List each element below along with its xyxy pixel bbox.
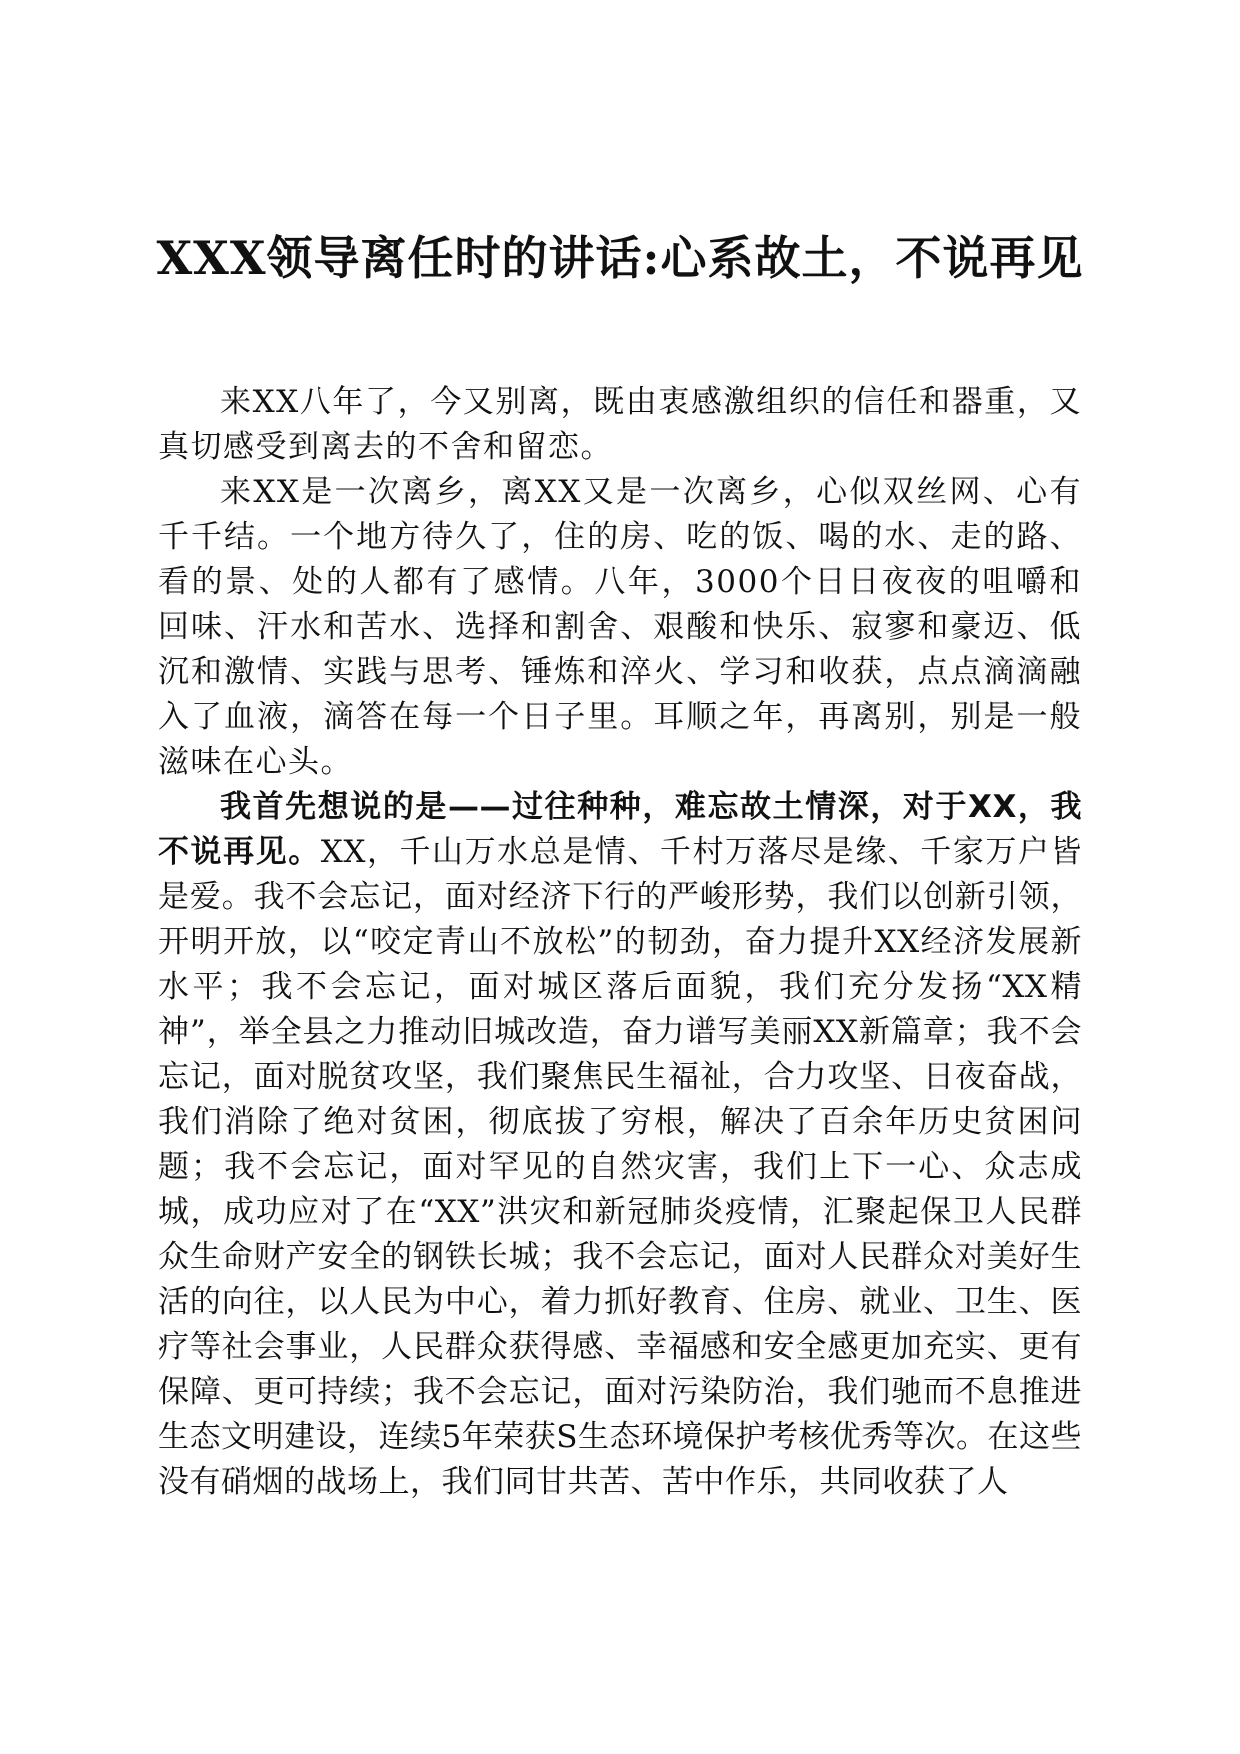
paragraph-3-lead: 我首先想说的是——过往种种，难忘故土情深，对于XX，我不说再见。 — [158, 789, 1082, 870]
paragraph-2: 来XX是一次离乡，离XX又是一次离乡，心似双丝网、心有千千结。一个地方待久了，住的房、吃的饭、喝的水、走的路、看的景、处的人都有了感情。八年，3000个日日夜夜的咀嚼和回味、汗水和苦水、选择和割舍、艰酸和快乐、寂寥和豪迈、低沉和激情、实践与思考、锤炼和淬火、学习和收获，点点滴滴融入了血液，滴答在每一个日子里。耳顺之年，再离别，别是一般滋味在心头。 — [158, 474, 1082, 780]
paragraph-3 — [158, 785, 1082, 1505]
paragraph-3-body: XX，千山万水总是情、千村万落尽是缘、千家万户皆是爱。我不会忘记，面对经济下行的严峻形势，我们以创新引领，开明开放，以“咬定青山不放松”的韧劲，奋力提升XX经济发展新水平；我不会忘记，面对城区落后面貌，我们充分发扬“XX精神”，举全县之力推动旧城改造，奋力谱写美丽XX新篇章；我不会忘记，面对脱贫攻坚，我们聚焦民生福祉，合力攻坚、日夜奋战，我们消除了绝对贫困，彻底拔了穷根，解决了百余年历史贫困问题；我不会忘记，面对罕见的自然灾害，我们上下一心、众志成城，成功应对了在“XX”洪灾和新冠肺炎疫情，汇聚起保卫人民群众生命财产安全的钢铁长城；我不会忘记，面对人民群众对美好生活的向往，以人民为中心，着力抓好教育、住房、就业、卫生、医疗等社会事业，人民群众获得感、幸福感和安全感更加充实、更有保障、更可持续；我不会忘记，面对污染防治，我们驰而不息推进生态文明建设，连续5年荣获S生态环境保护考核优秀等次。在这些没有硝烟的战场上，我们同甘共苦、苦中作乐，共同收获了人 — [158, 834, 1083, 1500]
document-title: XXX领导离任时的讲话:心系故土，不说再见 — [156, 231, 1084, 285]
paragraph-1: 来XX八年了，今又别离，既由衷感激组织的信任和器重，又真切感受到离去的不舍和留恋。 — [158, 384, 1082, 465]
document-body — [158, 380, 1082, 1505]
